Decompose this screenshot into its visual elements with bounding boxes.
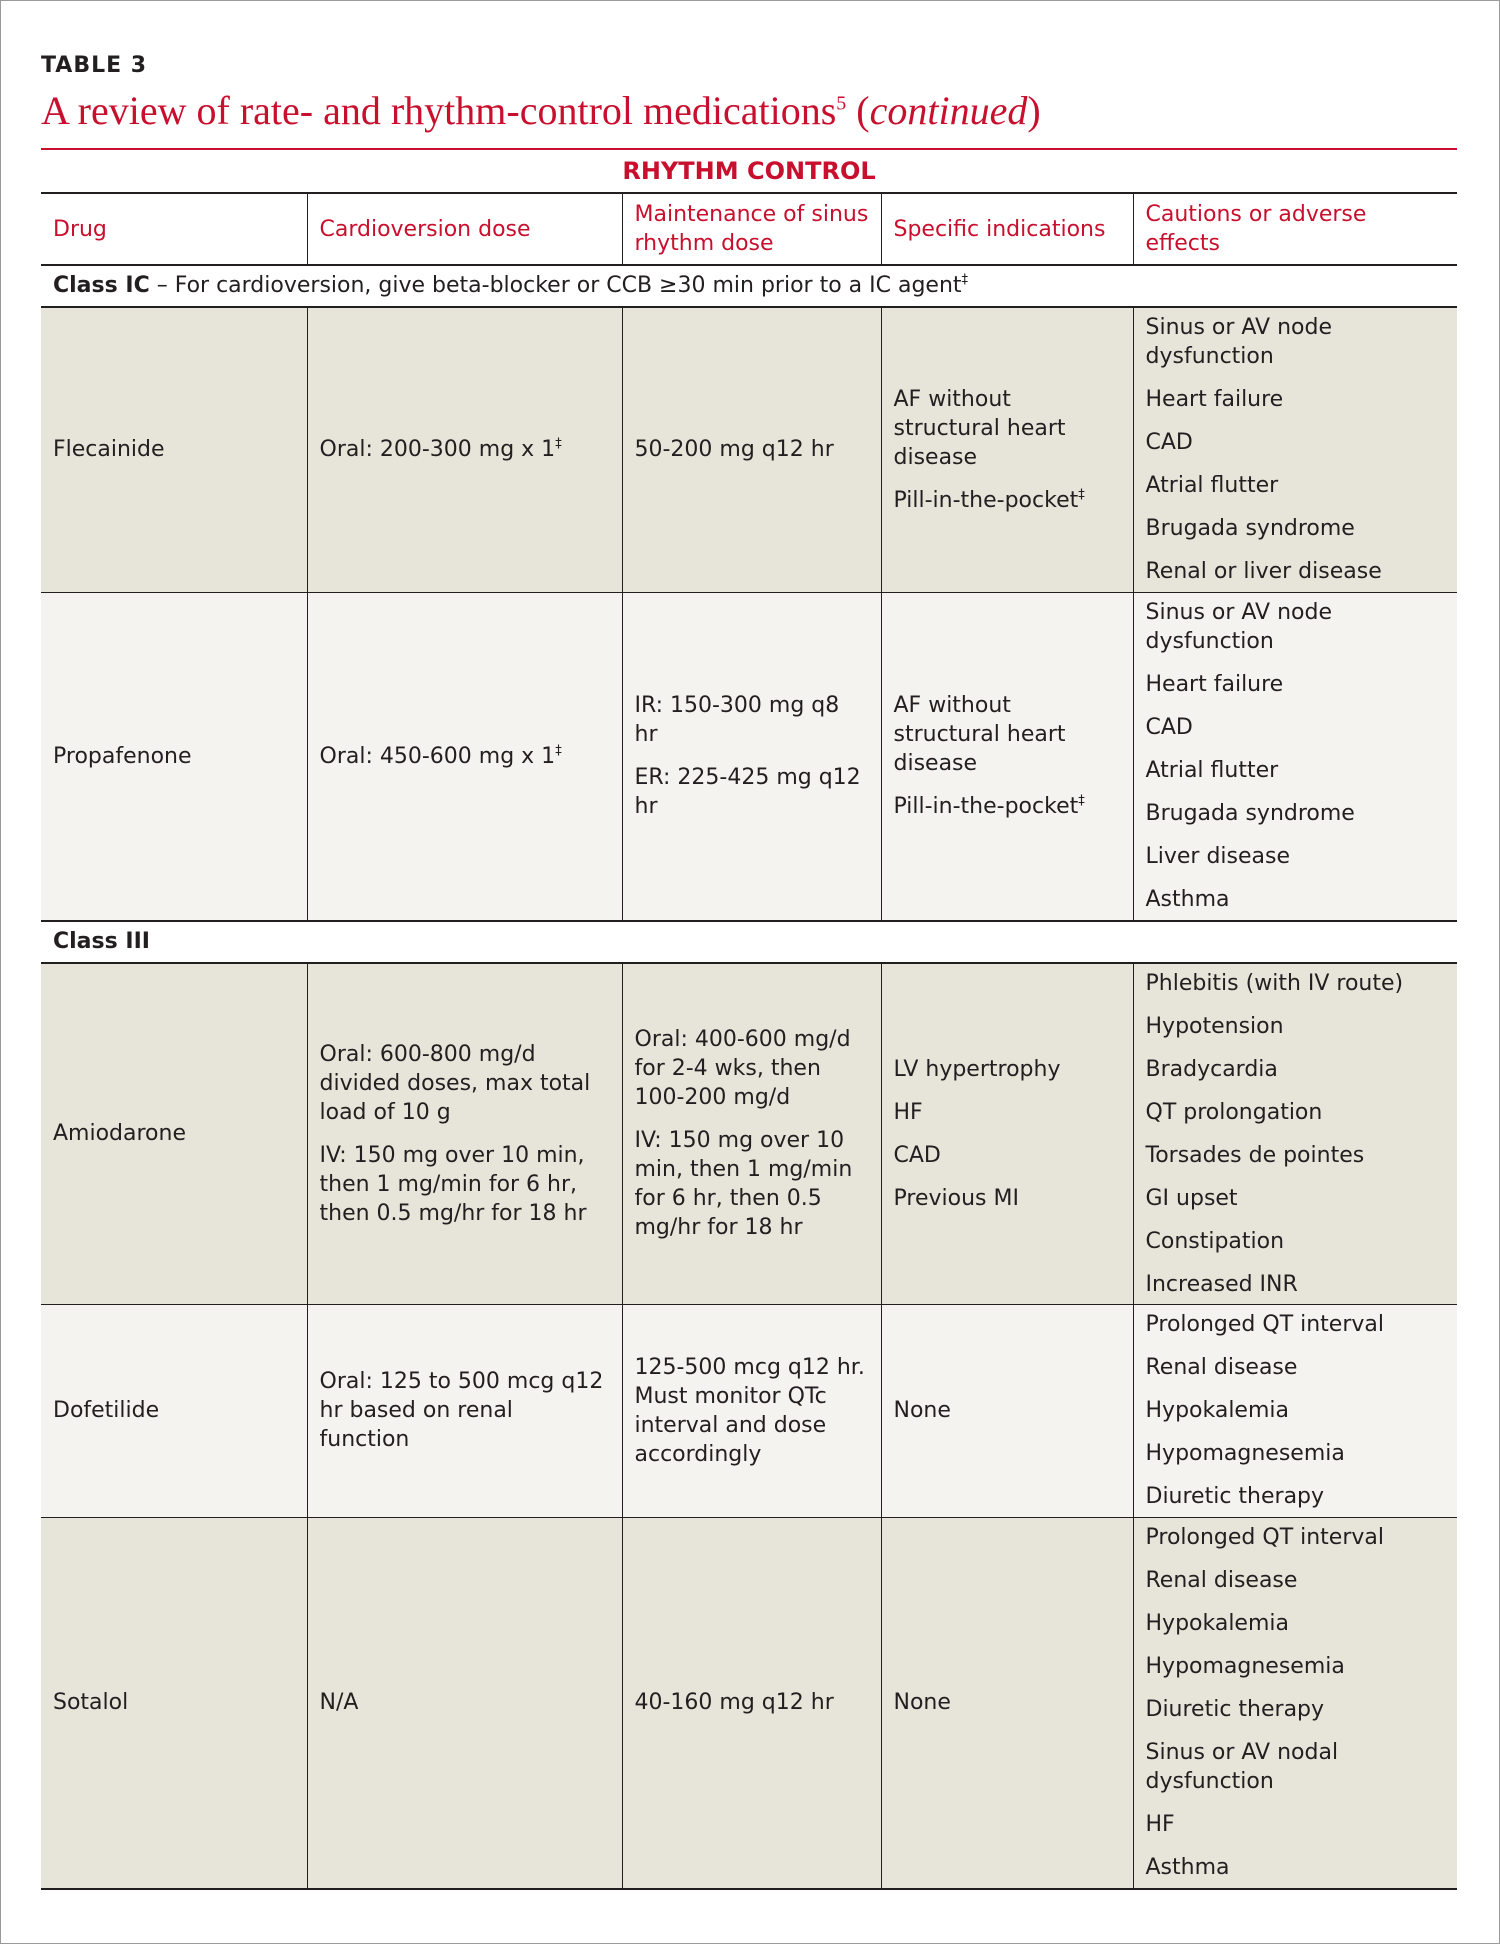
table-row: [41, 592, 1457, 921]
specific-indications-cell: [881, 592, 1133, 921]
drug-name-cell: Amiodarone: [41, 963, 307, 1304]
cardioversion-dose-item: Oral: 200-300 mg x 1‡: [319, 436, 562, 463]
cautions-adverse-effects-cell: [1133, 963, 1457, 1304]
cautions-adverse-effects-item: Prolonged QT interval: [1145, 1312, 1384, 1337]
cautions-adverse-effects-item: Diuretic therapy: [1145, 1697, 1325, 1723]
table-figure: [41, 52, 1457, 1890]
cautions-adverse-effects-item: Renal or liver disease: [1145, 559, 1382, 585]
specific-indications-item: Previous MI: [893, 1185, 1019, 1211]
table-title: [41, 86, 1457, 136]
maintenance-dose-cell: [622, 963, 881, 1304]
section-heading: RHYTHM CONTROL: [41, 150, 1457, 194]
cautions-adverse-effects-item: Hypokalemia: [1145, 1611, 1289, 1637]
specific-indications-item: AF without structural heart disease: [893, 386, 1066, 470]
maintenance-dose-cell: [622, 307, 881, 592]
maintenance-dose-item: 125-500 mcg q12 hr. Must monitor QTc interval and dose accordingly: [634, 1354, 865, 1467]
cardioversion-dose-item: IV: 150 mg over 10 min, then 1 mg/min for 6 hr, then 0.5 mg/hr for 18 hr: [319, 1142, 587, 1226]
column-header-drug: Drug: [41, 194, 307, 265]
cautions-adverse-effects-item: Hypokalemia: [1145, 1398, 1289, 1423]
maintenance-dose-item: IR: 150-300 mg q8 hr: [634, 693, 840, 748]
table-row: [41, 1304, 1457, 1517]
cautions-adverse-effects-item: Hypotension: [1145, 1013, 1284, 1039]
specific-indications-cell: [881, 1517, 1133, 1889]
column-header-maintenance: Maintenance of sinus rhythm dose: [622, 194, 881, 265]
specific-indications-item: None: [893, 1398, 951, 1423]
footnote-mark: ‡: [555, 743, 562, 759]
cautions-adverse-effects-item: QT prolongation: [1145, 1099, 1323, 1125]
cautions-adverse-effects-item: Atrial flutter: [1145, 758, 1279, 784]
maintenance-dose-cell: [622, 1304, 881, 1517]
cautions-adverse-effects-item: Sinus or AV node dysfunction: [1145, 315, 1333, 370]
cardioversion-dose-item: Oral: 600-800 mg/d divided doses, max total load of 10 g: [319, 1041, 591, 1125]
footnote-mark: ‡: [1078, 793, 1085, 809]
maintenance-dose-item: Oral: 400-600 mg/d for 2-4 wks, then 100-200 mg/d: [634, 1027, 851, 1111]
maintenance-dose-item: ER: 225-425 mg q12 hr: [634, 765, 861, 820]
cautions-adverse-effects-item: Renal disease: [1145, 1568, 1298, 1594]
cautions-adverse-effects-item: Heart failure: [1145, 672, 1284, 698]
specific-indications-item: AF without structural heart disease: [893, 693, 1066, 777]
cautions-adverse-effects-item: Asthma: [1145, 887, 1230, 913]
cautions-adverse-effects-item: Sinus or AV nodal dysfunction: [1145, 1740, 1339, 1795]
specific-indications-cell: [881, 963, 1133, 1304]
table-body: [41, 265, 1457, 1889]
maintenance-dose-cell: [622, 592, 881, 921]
cautions-adverse-effects-item: CAD: [1145, 715, 1193, 741]
title-continued: continued: [869, 88, 1028, 133]
class-iii-row: [41, 921, 1457, 963]
cautions-adverse-effects-item: CAD: [1145, 430, 1193, 456]
medications-table: [41, 194, 1457, 1890]
table-row: [41, 1517, 1457, 1889]
maintenance-dose-item: 50-200 mg q12 hr: [634, 437, 834, 463]
cautions-adverse-effects-item: Hypomagnesemia: [1145, 1441, 1345, 1466]
class-ic-mark: ‡: [961, 272, 969, 288]
class-ic-row: [41, 265, 1457, 307]
cautions-adverse-effects-item: Torsades de pointes: [1145, 1142, 1365, 1168]
specific-indications-cell: [881, 307, 1133, 592]
maintenance-dose-item: IV: 150 mg over 10 min, then 1 mg/min for 6 hr, then 0.5 mg/hr for 18 hr: [634, 1128, 853, 1241]
cardioversion-dose-item: Oral: 125 to 500 mcg q12 hr based on renal function: [319, 1369, 604, 1452]
cautions-adverse-effects-item: Atrial flutter: [1145, 473, 1279, 499]
cautions-adverse-effects-item: Brugada syndrome: [1145, 516, 1355, 542]
cautions-adverse-effects-item: HF: [1145, 1812, 1175, 1838]
cautions-adverse-effects-cell: [1133, 592, 1457, 921]
drug-name-cell: Sotalol: [41, 1517, 307, 1889]
cautions-adverse-effects-item: Bradycardia: [1145, 1056, 1278, 1082]
cardioversion-dose-cell: [307, 592, 622, 921]
cautions-adverse-effects-cell: [1133, 1517, 1457, 1889]
column-header-cardioversion: Cardioversion dose: [307, 194, 622, 265]
class-ic-heading: [41, 265, 1457, 307]
maintenance-dose-item: 40-160 mg q12 hr: [634, 1690, 834, 1716]
cardioversion-dose-cell: [307, 1517, 622, 1889]
specific-indications-item: HF: [893, 1099, 923, 1125]
title-main: A review of rate- and rhythm-control medications: [41, 88, 837, 133]
specific-indications-cell: [881, 1304, 1133, 1517]
footnote-mark: ‡: [555, 436, 562, 452]
cardioversion-dose-cell: [307, 963, 622, 1304]
cautions-adverse-effects-item: Renal disease: [1145, 1355, 1298, 1380]
column-header-indications: Specific indications: [881, 194, 1133, 265]
specific-indications-item: Pill-in-the-pocket‡: [893, 487, 1085, 513]
cardioversion-dose-cell: [307, 307, 622, 592]
cautions-adverse-effects-cell: [1133, 307, 1457, 592]
cautions-adverse-effects-item: GI upset: [1145, 1185, 1238, 1211]
cautions-adverse-effects-item: Constipation: [1145, 1228, 1285, 1254]
cautions-adverse-effects-item: Increased INR: [1145, 1271, 1298, 1297]
class-ic-name: Class IC: [53, 273, 150, 298]
class-ic-note: – For cardioversion, give beta-blocker or CCB ≥30 min prior to a IC agent: [149, 273, 962, 298]
cautions-adverse-effects-item: Phlebitis (with IV route): [1145, 970, 1404, 996]
drug-name-cell: Propafenone: [41, 592, 307, 921]
footnote-mark: ‡: [1078, 487, 1085, 503]
cautions-adverse-effects-item: Asthma: [1145, 1855, 1230, 1881]
cardioversion-dose-item: Oral: 450-600 mg x 1‡: [319, 743, 562, 769]
specific-indications-item: CAD: [893, 1142, 941, 1168]
drug-name-cell: Flecainide: [41, 307, 307, 592]
cardioversion-dose-cell: [307, 1304, 622, 1517]
specific-indications-item: LV hypertrophy: [893, 1056, 1061, 1082]
cautions-adverse-effects-item: Diuretic therapy: [1145, 1484, 1325, 1509]
cautions-adverse-effects-item: Liver disease: [1145, 844, 1291, 870]
specific-indications-item: Pill-in-the-pocket‡: [893, 793, 1085, 820]
cautions-adverse-effects-item: Prolonged QT interval: [1145, 1525, 1384, 1551]
class-iii-heading: [41, 921, 1457, 963]
cardioversion-dose-item: N/A: [319, 1690, 359, 1716]
title-reference: 5: [836, 92, 847, 115]
cautions-adverse-effects-item: Hypomagnesemia: [1145, 1654, 1345, 1680]
cautions-adverse-effects-item: Sinus or AV node dysfunction: [1145, 600, 1333, 655]
drug-name-cell: Dofetilide: [41, 1304, 307, 1517]
cautions-adverse-effects-cell: [1133, 1304, 1457, 1517]
table-row: [41, 307, 1457, 592]
maintenance-dose-cell: [622, 1517, 881, 1889]
cautions-adverse-effects-item: Heart failure: [1145, 387, 1284, 413]
class-iii-name: Class III: [53, 929, 150, 954]
title-close: ): [1027, 88, 1041, 133]
table-header-row: [41, 194, 1457, 265]
table-row: [41, 963, 1457, 1304]
cautions-adverse-effects-item: Brugada syndrome: [1145, 801, 1355, 827]
specific-indications-item: None: [893, 1690, 951, 1716]
table-label: TABLE 3: [41, 53, 148, 78]
title-open: (: [846, 88, 870, 133]
column-header-cautions: Cautions or adverse effects: [1133, 194, 1457, 265]
